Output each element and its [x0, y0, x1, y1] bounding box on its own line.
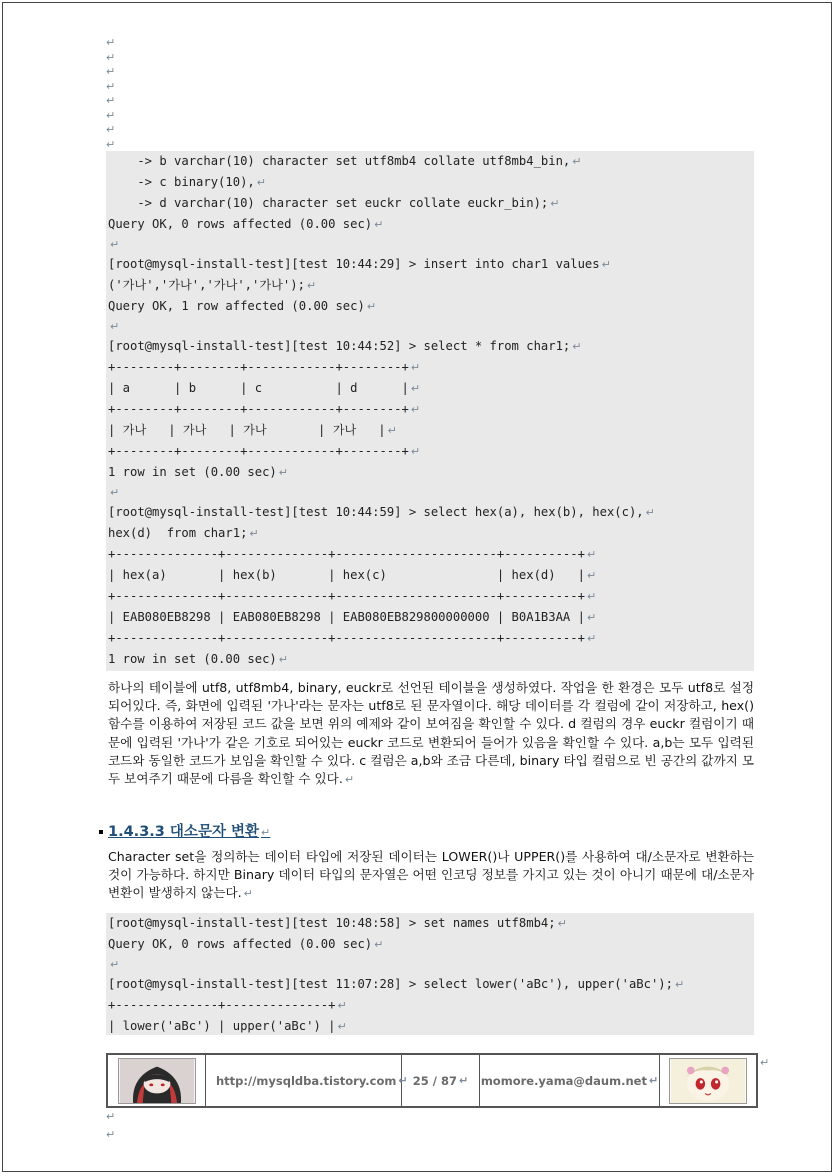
code-text: | lower('aBc') | upper('aBc') | [108, 1019, 336, 1033]
empty-paragraph-mark: ↵ [106, 137, 116, 151]
code-line [108, 502, 754, 523]
code-line [108, 193, 754, 214]
code-text: +--------------+--------------+ [108, 998, 336, 1012]
page-number: 25 / 87 [412, 1073, 457, 1088]
code-line [108, 172, 754, 193]
paragraph-case-conversion [108, 848, 754, 904]
line-mark: ↵ [675, 978, 685, 991]
footer-page-cell [402, 1055, 480, 1106]
code-line [108, 586, 754, 607]
code-text: +--------+--------+------------+--------+ [108, 402, 409, 416]
section-heading-text: 1.4.3.3 대소문자 변환 [108, 824, 260, 840]
paragraph-text: Character set을 정의하는 데이터 타입에 저장된 데이터는 LOWER()나 UPPER()를 사용하여 대/소문자로 변환하는 것이 가능하다. 하지만 Binary 데이터 타입의 문자열은 어떤 인코딩 정보를 가지고 있는 것이 아니기 때문에 대/소문자 변환이 발생하지 않는다. [108, 849, 754, 901]
code-text: Query OK, 1 row affected (0.00 sec) [108, 299, 365, 313]
code-text: | EAB080EB8298 | EAB080EB8298 | EAB080EB829800000000 | B0A1B3AA | [108, 610, 585, 624]
line-mark: ↵ [410, 361, 421, 374]
empty-paragraph-mark: ↵ [106, 1110, 116, 1123]
empty-paragraph-marks [106, 36, 126, 152]
code-text: | a | b | c | d | [108, 381, 409, 395]
empty-paragraph-mark: ↵ [106, 50, 116, 64]
line-mark: ↵ [374, 938, 384, 951]
line-mark: ↵ [557, 917, 567, 930]
line-mark: ↵ [110, 486, 120, 499]
code-block-lower-upper [106, 913, 754, 1035]
code-line [108, 995, 754, 1016]
code-line [108, 974, 754, 995]
code-text: -> c binary(10), [108, 175, 255, 189]
line-mark: ↵ [110, 320, 120, 333]
line-mark: ↵ [306, 279, 317, 292]
code-text: +--------------+--------------+----------------------+----------+ [108, 547, 585, 561]
paragraph-mark: ↵ [243, 887, 253, 901]
code-line [108, 441, 754, 462]
line-mark: ↵ [110, 958, 120, 971]
code-line [108, 296, 754, 317]
empty-paragraph-mark: ↵ [106, 65, 116, 78]
code-line [108, 235, 754, 254]
code-text: [root@mysql-install-test][test 10:44:59] > select hex(a), hex(b), hex(c), [108, 505, 644, 519]
code-text: +--------------+--------------+----------------------+----------+ [108, 589, 585, 603]
code-text: +--------+--------+------------+--------+ [108, 444, 409, 458]
section-heading[interactable] [99, 820, 270, 841]
line-mark: ↵ [256, 176, 266, 189]
empty-paragraph-mark: ↵ [106, 94, 116, 107]
empty-paragraph-mark: ↵ [106, 1128, 116, 1141]
code-text: +--------+--------+------------+--------+ [108, 360, 409, 374]
code-line [108, 317, 754, 336]
paragraph-mark: ↵ [344, 773, 355, 787]
code-text: 1 row in set (0.00 sec) [108, 465, 277, 479]
code-line [108, 336, 754, 357]
line-mark: ↵ [550, 197, 560, 210]
line-mark: ↵ [410, 382, 421, 395]
avatar-character-cute-icon [669, 1058, 747, 1104]
cell-mark: ↵ [459, 1074, 469, 1087]
code-line [108, 399, 754, 420]
footer-avatar-right-cell [660, 1055, 756, 1106]
paragraph-text: 하나의 테이블에 utf8, utf8mb4, binary, euckr로 선언된 테이블을 생성하였다. 작업을 한 환경은 모두 utf8로 설정되어있다. 즉, 화면에 입력된 '가나'라는 문자는 utf8로 된 문자열이다. 해당 데이터를 각 컬럼에 같이 저장하고, hex()함수를 이용하여 저장된 코드 값을 보면 위의 예제와 같이 보여짐을 확인할 수 있다. d 컬럼의 경우 euckr 컬럼이기 때문에 입력된 '가나'가 같은 기호로 되어있는 euckr 코드로 변환되어 들어가 있음을 확인할 수 있다. a,b는 모두 입력된 코드와 동일한 코드가 보임을 확인할 수 있다. c 컬럼은 a,b와 조금 다른데, binary 타입 컬럼으로 빈 공간의 값까지 모두 보여주기 때문에 다름을 확인할 수 있다. [108, 680, 754, 787]
code-line [108, 151, 754, 172]
code-line [108, 420, 754, 441]
line-mark: ↵ [586, 590, 597, 603]
paragraph-mark: ↵ [261, 826, 271, 839]
line-mark: ↵ [586, 548, 597, 561]
footer-url-cell[interactable] [206, 1055, 408, 1106]
code-text: 1 row in set (0.00 sec) [108, 652, 277, 666]
empty-paragraph-mark: ↵ [106, 123, 116, 136]
footer-email-cell[interactable] [480, 1055, 660, 1106]
code-line [108, 649, 754, 670]
line-mark: ↵ [586, 611, 597, 624]
code-text: | 가나 | 가나 | 가나 | 가나 | [108, 423, 386, 437]
paragraph-charset-explanation [108, 679, 754, 789]
line-mark: ↵ [337, 1020, 347, 1033]
line-mark: ↵ [337, 999, 347, 1012]
code-line [108, 1016, 754, 1035]
line-mark: ↵ [249, 527, 259, 540]
code-text: Query OK, 0 rows affected (0.00 sec) [108, 937, 373, 951]
line-mark: ↵ [586, 569, 597, 582]
line-mark: ↵ [110, 238, 120, 251]
line-mark: ↵ [572, 340, 582, 353]
line-mark: ↵ [572, 155, 582, 168]
code-line [108, 607, 754, 628]
code-line [108, 254, 754, 275]
line-mark: ↵ [586, 632, 597, 645]
footer-avatar-left-cell [108, 1055, 206, 1106]
line-mark: ↵ [410, 403, 421, 416]
code-line [108, 934, 754, 955]
empty-paragraph-mark: ↵ [106, 108, 116, 122]
code-text: hex(d) from char1; [108, 526, 248, 540]
code-block-create-insert-select [106, 151, 754, 671]
code-text: ('가나','가나','가나','가나'); [108, 278, 305, 292]
line-mark: ↵ [278, 653, 288, 666]
code-line [108, 483, 754, 502]
code-line [108, 523, 754, 544]
empty-paragraph-marks-tail [106, 1110, 115, 1146]
code-text: -> b varchar(10) character set utf8mb4 collate utf8mb4_bin, [108, 154, 571, 168]
page-footer [106, 1053, 758, 1108]
empty-paragraph-mark: ↵ [106, 36, 116, 49]
code-line [108, 955, 754, 974]
code-line [108, 913, 754, 934]
code-line [108, 275, 754, 296]
code-line [108, 378, 754, 399]
code-line [108, 565, 754, 586]
code-line [108, 462, 754, 483]
line-mark: ↵ [601, 258, 611, 271]
cell-mark: ↵ [648, 1074, 659, 1087]
code-line [108, 628, 754, 649]
line-mark: ↵ [374, 218, 384, 231]
avatar-character-dark-icon [118, 1058, 196, 1104]
line-mark: ↵ [366, 300, 377, 313]
code-text: +--------------+--------------+----------------------+----------+ [108, 631, 585, 645]
code-text: [root@mysql-install-test][test 10:48:58] > set names utf8mb4; [108, 916, 556, 930]
code-text: [root@mysql-install-test][test 10:44:29] > insert into char1 values [108, 257, 600, 271]
heading-bullet-icon [99, 830, 103, 834]
code-text: [root@mysql-install-test][test 10:44:52] > select * from char1; [108, 339, 571, 353]
line-mark: ↵ [387, 424, 397, 437]
code-text: Query OK, 0 rows affected (0.00 sec) [108, 217, 373, 231]
cell-mark: ↵ [398, 1074, 408, 1087]
code-text: -> d varchar(10) character set euckr collate euckr_bin); [108, 196, 549, 210]
code-line [108, 357, 754, 378]
line-mark: ↵ [645, 506, 655, 519]
code-line [108, 544, 754, 565]
line-mark: ↵ [278, 466, 288, 479]
code-line [108, 214, 754, 235]
footer-url-link[interactable]: http://mysqldba.tistory.com [216, 1073, 397, 1088]
line-mark: ↵ [410, 445, 421, 458]
empty-paragraph-mark: ↵ [106, 79, 116, 93]
code-text: [root@mysql-install-test][test 11:07:28] > select lower('aBc'), upper('aBc'); [108, 977, 673, 991]
footer-email-link[interactable]: momore.yama@daum.net [480, 1073, 647, 1088]
table-row-mark: ↵ [760, 1056, 770, 1069]
code-text: | hex(a) | hex(b) | hex(c) | hex(d) | [108, 568, 585, 582]
